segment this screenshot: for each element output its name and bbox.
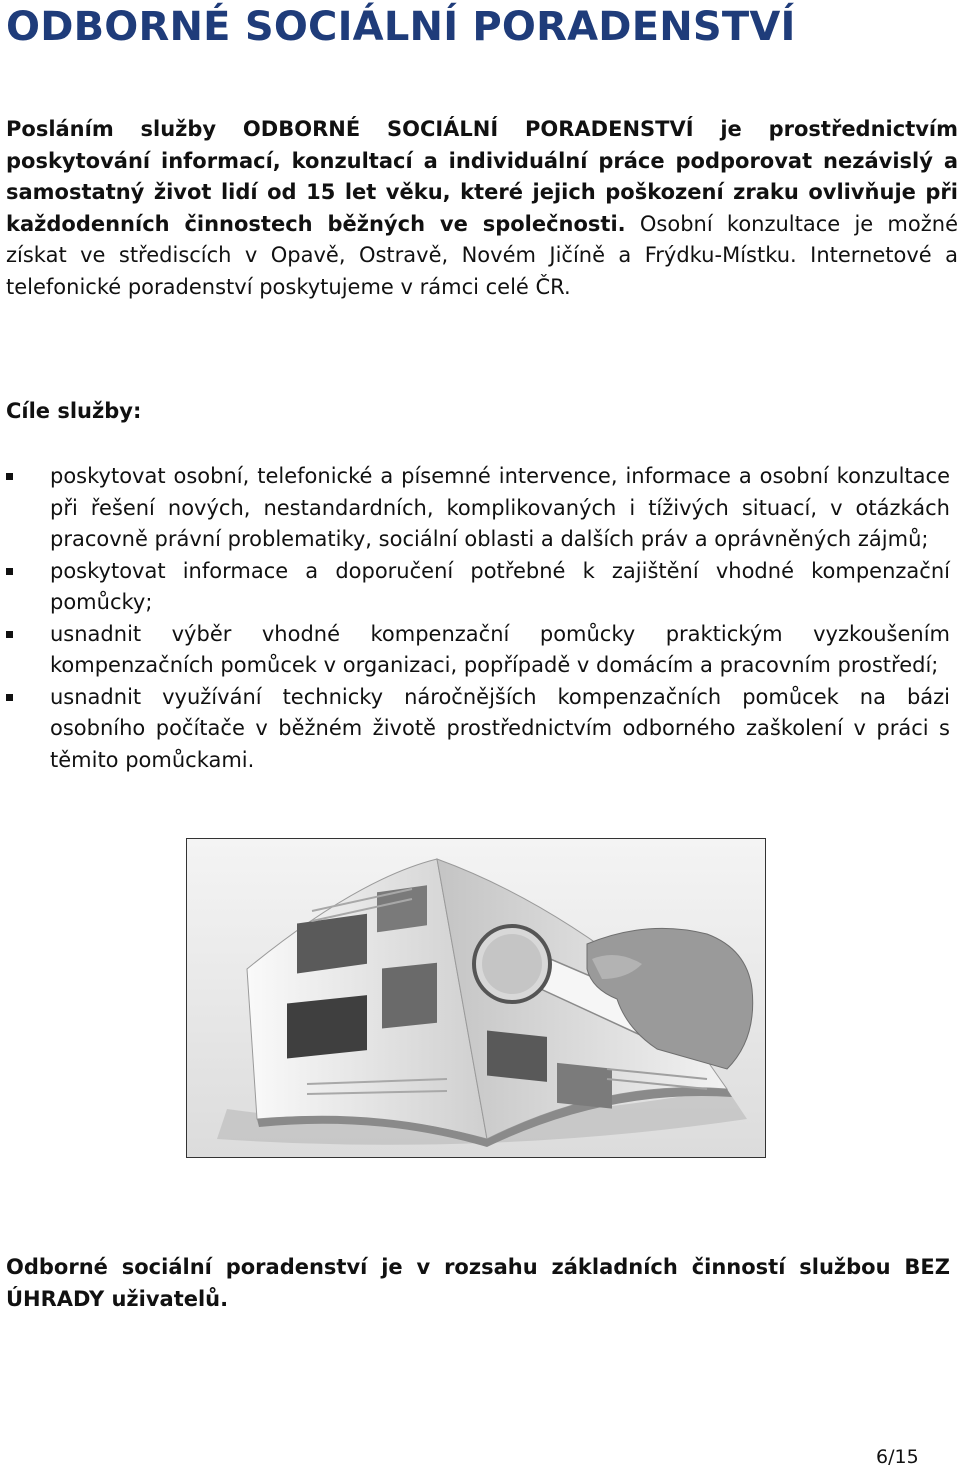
goal-text: poskytovat osobní, telefonické a písemné intervence, informace a osobní konzultace při řešení nových, nestandardních, komplikovaných i tíživých situací, v otázkách pracovně právní problematiky, sociální oblasti a dalších práv a oprávněných zájmů; [50, 464, 950, 551]
list-item [6, 461, 950, 556]
footer-note: Odborné sociální poradenství je v rozsahu základních činností službou BEZ ÚHRADY uživatelů. [6, 1255, 950, 1311]
square-bullet-icon [6, 631, 13, 638]
goal-text: usnadnit výběr vhodné kompenzační pomůcky praktickým vyzkoušením kompenzačních pomůcek v organizaci, popřípadě v domácím a pracovním prostředí; [50, 621, 950, 677]
square-bullet-icon [6, 473, 13, 480]
intro-paragraph [6, 114, 958, 303]
list-item [6, 556, 950, 619]
magnifier-photo [186, 838, 766, 1158]
intro-regular-text: Osobní konzultace je možné získat ve střediscích v Opavě, Ostravě, Novém Jičíně a Frýdku-Místku. Internetové a telefonické poradenství poskytujeme v rámci celé ČR. [6, 211, 958, 299]
goals-list [6, 461, 950, 776]
goals-heading: Cíle služby: [6, 399, 142, 423]
magnifier-over-magazine-photo-icon [187, 839, 765, 1157]
goal-text: usnadnit využívání technicky náročnějších kompenzačních pomůcek na bázi osobního počítače v běžném životě prostřednictvím odborného zaškolení v práci s těmito pomůckami. [50, 684, 950, 772]
list-item [6, 619, 950, 682]
page-number: 6/15 [876, 1446, 919, 1468]
square-bullet-icon [6, 694, 13, 701]
intro-bold-text: Posláním služby ODBORNÉ SOCIÁLNÍ PORADENSTVÍ je prostřednictvím poskytování informací, konzultací a individuální práce podporovat nezávislý a samostatný život lidí od 15 let věku, které jejich poškození zraku ovlivňuje při každodenních činnostech běžných ve společnosti. [6, 117, 958, 236]
square-bullet-icon [6, 568, 13, 575]
list-item [6, 682, 950, 777]
goal-text: poskytovat informace a doporučení potřebné k zajištění vhodné kompenzační pomůcky; [50, 558, 950, 614]
page-title: ODBORNÉ SOCIÁLNÍ PORADENSTVÍ [6, 4, 796, 50]
